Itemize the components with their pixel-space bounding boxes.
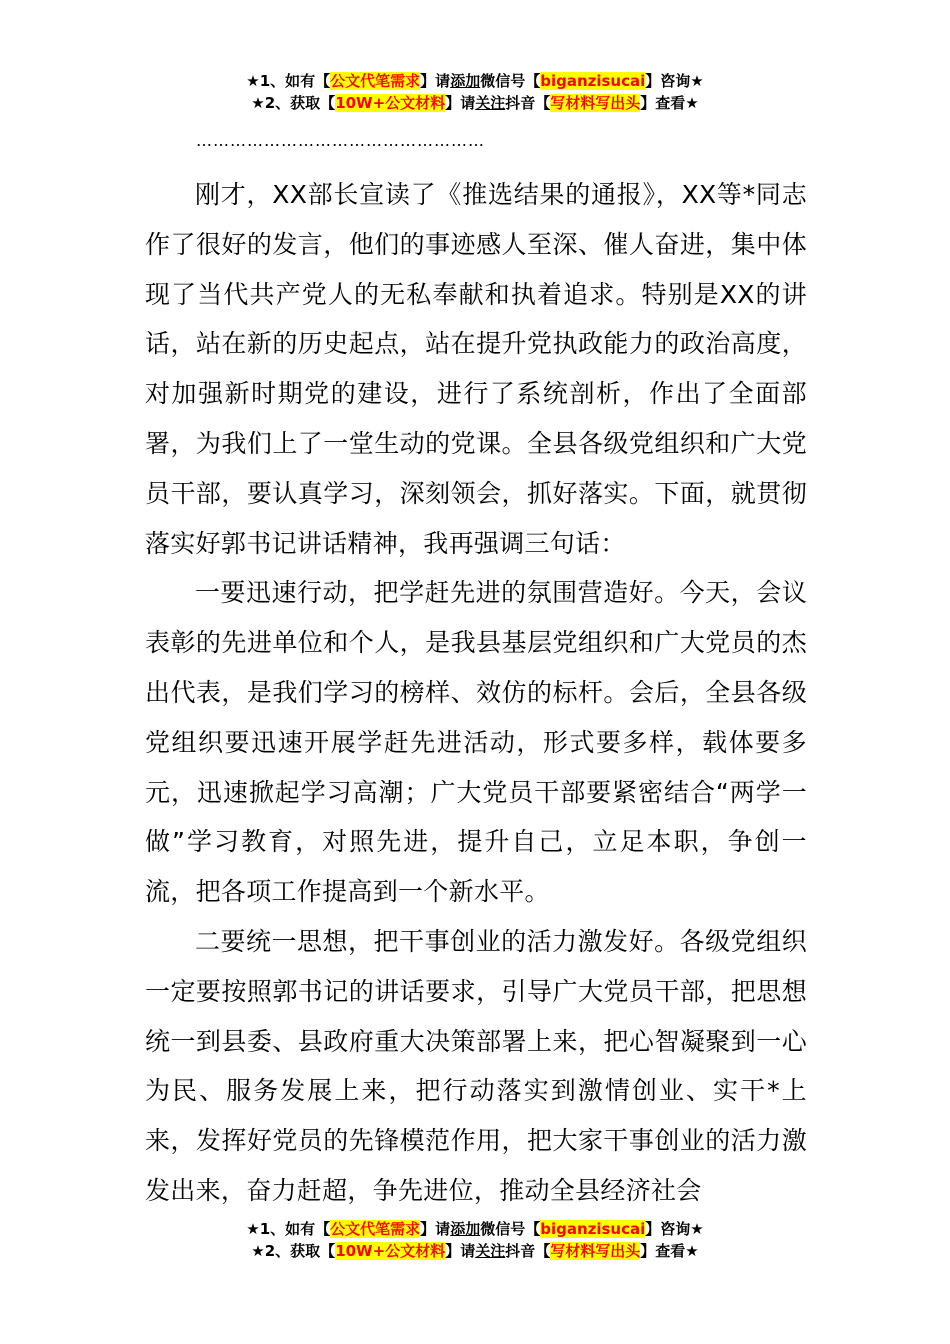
banner-line-2-highlight-douyin-account: 写材料写出头 — [550, 94, 641, 112]
banner-line-2-mid-2: 抖音【 — [505, 94, 551, 112]
footer-line-2-mid-2: 抖音【 — [505, 1242, 551, 1260]
banner-line-2-suffix: 】查看★ — [640, 94, 699, 112]
banner-line-2-highlight-materials: 10W+公文材料 — [335, 94, 446, 112]
footer-banner-line-2 — [0, 1240, 950, 1262]
header-banner — [0, 70, 950, 114]
banner-line-1-highlight-wechat-id: biganzisucai — [540, 72, 646, 90]
footer-line-2-suffix: 】查看★ — [640, 1242, 699, 1260]
footer-line-1-mid-2: 微信号【 — [480, 1220, 541, 1238]
banner-line-1-highlight-writing-service: 公文代笔需求 — [330, 72, 421, 90]
ellipsis-divider: …………………………………………… — [196, 131, 485, 150]
banner-line-2-underline: 关注 — [475, 94, 506, 112]
footer-banner-line-1 — [0, 1218, 950, 1240]
paragraph-intro: 刚才，XX部长宣读了《推选结果的通报》，XX等*同志作了很好的发言，他们的事迹感人至深、催人奋进，集中体现了当代共产党人的无私奉献和执着追求。特别是XX的讲话，站在新的历史起点，站在提升党执政能力的政治高度，对加强新时期党的建设，进行了系统剖析，作出了全面部署，为我们上了一堂生动的党课。全县各级党组织和广大党员干部，要认真学习，深刻领会，抓好落实。下面，就贯彻落实好郭书记讲话精神，我再强调三句话： — [145, 180, 807, 558]
banner-line-2-mid: 】请 — [445, 94, 476, 112]
banner-line-1-suffix: 】咨询★ — [645, 72, 704, 90]
footer-line-2-mid: 】请 — [445, 1242, 476, 1260]
paragraph-point-one: 一要迅速行动，把学赶先进的氛围营造好。今天，会议表彰的先进单位和个人，是我县基层党组织和广大党员的杰出代表，是我们学习的榜样、效仿的标杆。会后，全县各级党组织要迅速开展学赶先进活动，形式要多样，载体要多元，迅速掀起学习高潮；广大党员干部要紧密结合“两学一做”学习教育，对照先进，提升自己，立足本职，争创一流，把各项工作提高到一个新水平。 — [145, 578, 807, 907]
banner-line-1-underline: 添加 — [450, 72, 481, 90]
footer-line-2-highlight-materials: 10W+公文材料 — [335, 1242, 446, 1260]
footer-line-1-mid: 】请 — [420, 1220, 451, 1238]
banner-line-1-mid-2: 微信号【 — [480, 72, 541, 90]
document-body — [145, 170, 807, 1216]
footer-line-1-prefix: ★1、如有【 — [246, 1220, 331, 1238]
footer-line-1-suffix: 】咨询★ — [645, 1220, 704, 1238]
banner-line-1-mid: 】请 — [420, 72, 451, 90]
footer-line-1-highlight-wechat-id: biganzisucai — [540, 1220, 646, 1238]
banner-line-2 — [0, 92, 950, 114]
footer-line-2-highlight-douyin-account: 写材料写出头 — [550, 1242, 641, 1260]
footer-banner — [0, 1218, 950, 1262]
footer-line-1-underline: 添加 — [450, 1220, 481, 1238]
banner-line-1 — [0, 70, 950, 92]
footer-line-1-highlight-writing-service: 公文代笔需求 — [330, 1220, 421, 1238]
paragraph-point-two: 二要统一思想，把干事创业的活力激发好。各级党组织一定要按照郭书记的讲话要求，引导广大党员干部，把思想统一到县委、县政府重大决策部署上来，把心智凝聚到一心为民、服务发展上来，把行动落实到激情创业、实干*上来，发挥好党员的先锋模范作用，把大家干事创业的活力激发出来，奋力赶超，争先进位，推动全县经济社会 — [145, 926, 807, 1205]
banner-line-2-prefix: ★2、获取【 — [251, 94, 336, 112]
footer-line-2-prefix: ★2、获取【 — [251, 1242, 336, 1260]
banner-line-1-prefix: ★1、如有【 — [246, 72, 331, 90]
footer-line-2-underline: 关注 — [475, 1242, 506, 1260]
